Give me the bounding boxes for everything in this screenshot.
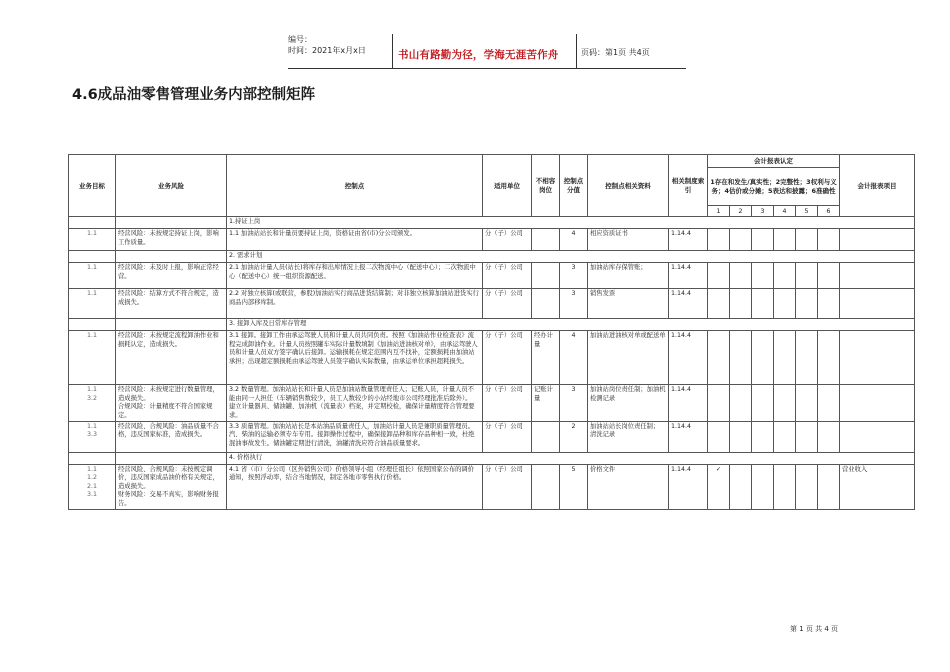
cell-assertion-5 <box>796 229 818 251</box>
cell-assertion-1: ✓ <box>708 465 730 510</box>
cell-docs: 加油站站长岗位责任制； 清洗记录 <box>588 422 669 453</box>
cell-assertion-5 <box>796 385 818 422</box>
section-row <box>69 217 915 229</box>
cell-goal: 1.1 <box>69 229 116 251</box>
cell-assertion-4 <box>774 422 796 453</box>
cell-score: 3 <box>560 289 588 319</box>
assertion-col-5: 5 <box>796 206 818 217</box>
cell-assertion-5 <box>796 331 818 385</box>
cell-assertion-4 <box>774 331 796 385</box>
cell-assertion-3 <box>752 263 774 289</box>
cell-unit: 分（子）公司 <box>483 229 532 251</box>
assertion-col-1: 1 <box>708 206 730 217</box>
section-row <box>69 319 915 331</box>
table-row <box>69 229 915 251</box>
cell-report-item <box>840 229 915 251</box>
cell-score: 3 <box>560 385 588 422</box>
cell-report-item: 营业收入 <box>840 465 915 510</box>
cell-score: 5 <box>560 465 588 510</box>
cell-assertion-3 <box>752 385 774 422</box>
assertion-col-4: 4 <box>774 206 796 217</box>
cell-report-item <box>840 385 915 422</box>
header-page-label: 页码：第1页 共4页 <box>581 48 650 57</box>
cell-assertion-1 <box>708 263 730 289</box>
cell-report-item <box>840 422 915 453</box>
col-header-report-item: 会计报表项目 <box>840 155 915 217</box>
section-row <box>69 453 915 465</box>
cell-score: 3 <box>560 263 588 289</box>
cell-assertion-5 <box>796 263 818 289</box>
page-header <box>288 34 686 74</box>
cell-report-item <box>840 331 915 385</box>
cell-docs: 加油站进油核对单或配送单 <box>588 331 669 385</box>
cell-score: 4 <box>560 229 588 251</box>
cell-index: 1.14.4 <box>669 229 708 251</box>
cell-assertion-3 <box>752 229 774 251</box>
cell-risk: 经营风险：未按规定持证上岗，影响工作质量。 <box>116 229 227 251</box>
cell-docs: 加油站库存保管账； <box>588 263 669 289</box>
cell-assertion-4 <box>774 289 796 319</box>
cell-goal: 1.1 3.3 <box>69 422 116 453</box>
cell-assertion-3 <box>752 465 774 510</box>
cell-assertion-3 <box>752 331 774 385</box>
cell-goal: 1.1 <box>69 289 116 319</box>
cell-goal: 1.1 3.2 <box>69 385 116 422</box>
cell-assertion-2 <box>730 331 752 385</box>
cell-control: 3.2 数量管理。加油站站长和计量人员是加油站数量管理责任人；记账人员，计量人员不能由同一人担任（车辆销售数较少，员工人数较少的小站经地市公司经理批准后除外）。 建立计量器具、储油罐、加油机（流量表）档案，并定期校检，确保计量精度符合管理要求。 <box>227 385 483 422</box>
cell-unit: 分（子）公司 <box>483 263 532 289</box>
cell-assertion-2 <box>730 229 752 251</box>
cell-goal: 1.1 1.2 2.1 3.1 <box>69 465 116 510</box>
cell-docs: 销售发票 <box>588 289 669 319</box>
section-title: 2. 需求计划 <box>227 251 915 263</box>
cell-index: 1.14.4 <box>669 422 708 453</box>
cell-report-item <box>840 263 915 289</box>
col-header-control: 控制点 <box>227 155 483 217</box>
cell-assertion-2 <box>730 289 752 319</box>
cell-goal: 1.1 <box>69 263 116 289</box>
header-divider <box>576 34 577 68</box>
section-spacer <box>69 251 116 263</box>
cell-incompatible <box>532 263 560 289</box>
section-spacer <box>69 319 116 331</box>
cell-assertion-6 <box>818 289 840 319</box>
cell-incompatible <box>532 465 560 510</box>
cell-assertion-6 <box>818 229 840 251</box>
cell-assertion-4 <box>774 465 796 510</box>
assertion-col-3: 3 <box>752 206 774 217</box>
cell-unit: 分（子）公司 <box>483 289 532 319</box>
cell-risk: 经营风险：未按规定进行数量管理，造成损失。 合规风险：计量精度不符合国家规定。 <box>116 385 227 422</box>
header-divider <box>392 34 393 68</box>
cell-score: 4 <box>560 331 588 385</box>
cell-assertion-3 <box>752 422 774 453</box>
cell-assertion-2 <box>730 422 752 453</box>
cell-assertion-1 <box>708 331 730 385</box>
assertion-col-2: 2 <box>730 206 752 217</box>
section-spacer <box>116 251 227 263</box>
table-row <box>69 289 915 319</box>
cell-assertion-5 <box>796 422 818 453</box>
cell-unit: 分（子）公司 <box>483 465 532 510</box>
cell-incompatible: 经办计量 <box>532 331 560 385</box>
table-row <box>69 385 915 422</box>
cell-incompatible <box>532 422 560 453</box>
cell-control: 3.3 质量管理。加油站站长是本站油品质量责任人，加油站计量人员是兼职质量管理员。汽、柴油的运输必须专车专用。接卸操作过程中，确保接卸品种和库存品种相一致，杜绝混油事故发生。储油罐定期进行清洗，油罐清洗应符合油品质量要求。 <box>227 422 483 453</box>
section-title: 3. 接卸入库及日常库存管理 <box>227 319 915 331</box>
section-title: 1.持证上岗 <box>227 217 915 229</box>
document-time-label: 时间：2021年x月x日 <box>288 46 366 55</box>
cell-assertion-1 <box>708 422 730 453</box>
col-header-docs: 控制点相关资料 <box>588 155 669 217</box>
cell-incompatible: 记账计量 <box>532 385 560 422</box>
cell-docs: 加油站岗位责任制；加油机检测记录 <box>588 385 669 422</box>
cell-assertion-1 <box>708 385 730 422</box>
cell-assertion-2 <box>730 465 752 510</box>
cell-assertion-5 <box>796 289 818 319</box>
cell-unit: 分（子）公司 <box>483 385 532 422</box>
cell-docs: 价格文件 <box>588 465 669 510</box>
cell-assertion-2 <box>730 263 752 289</box>
section-spacer <box>69 217 116 229</box>
col-header-score: 控制点分值 <box>560 155 588 217</box>
cell-index: 1.14.4 <box>669 465 708 510</box>
cell-control: 4.1 省（市）分公司（区外销售公司）价格领导小组（经理任组长）依照国家公布的调价通知，按照浮动率，结合当地情况，制定各地市零售执行价格。 <box>227 465 483 510</box>
cell-index: 1.14.4 <box>669 385 708 422</box>
cell-assertion-1 <box>708 229 730 251</box>
table-row <box>69 331 915 385</box>
cell-score: 2 <box>560 422 588 453</box>
cell-assertion-2 <box>730 385 752 422</box>
col-header-incompatible: 不相容岗位 <box>532 155 560 217</box>
cell-assertion-6 <box>818 263 840 289</box>
cell-risk: 经营风险：未按规定流程卸油作业和损耗认定，造成损失。 <box>116 331 227 385</box>
cell-control: 3.1 接卸。接卸工作由承运驾驶人员和计量人员共同负责。按照《加油站作业检查表》流程完成卸油作业。计量人员按照罐车实际计量数填制《加油站进油核对单》，由承运驾驶人员和计量人员双方签字确认后接卸。运输损耗在规定范围内互不找补，定额损耗由加油站承担；出现超定额损耗由承运驾驶人员签字确认实际数量，由承运单位承担超耗损失。 <box>227 331 483 385</box>
section-spacer <box>116 453 227 465</box>
cell-assertion-3 <box>752 289 774 319</box>
cell-index: 1.14.4 <box>669 289 708 319</box>
cell-index: 1.14.4 <box>669 331 708 385</box>
cell-docs: 相应资质证书 <box>588 229 669 251</box>
section-spacer <box>69 453 116 465</box>
cell-report-item <box>840 289 915 319</box>
section-row <box>69 251 915 263</box>
cell-goal: 1.1 <box>69 331 116 385</box>
section-title: 4. 价格执行 <box>227 453 915 465</box>
cell-assertion-1 <box>708 289 730 319</box>
table-row <box>69 422 915 453</box>
cell-unit: 分（子）公司 <box>483 331 532 385</box>
cell-assertion-6 <box>818 465 840 510</box>
cell-assertion-6 <box>818 422 840 453</box>
header-rule <box>288 68 686 69</box>
cell-risk: 经营风险：未及时上报，影响正常经营。 <box>116 263 227 289</box>
cell-assertion-4 <box>774 385 796 422</box>
cell-assertion-5 <box>796 465 818 510</box>
cell-risk: 经营风险、合规风险：未按规定调价，违反国家成品油价格有关规定，造成损失。 财务风险：交易不真实，影响财务报告。 <box>116 465 227 510</box>
cell-index: 1.14.4 <box>669 263 708 289</box>
cell-incompatible <box>532 229 560 251</box>
cell-control: 1.1 加油站站长和计量员要持证上岗，资格证由省(市)分公司颁发。 <box>227 229 483 251</box>
col-header-index: 相关制度索引 <box>669 155 708 217</box>
cell-risk: 经营风险：结算方式不符合规定，造成损失。 <box>116 289 227 319</box>
cell-incompatible <box>532 289 560 319</box>
cell-control: 2.1 加油站计量人员(站长)将库存和出库情况上报二次物流中心（配送中心）；二次物流中心（配送中心）统一组织资源配送。 <box>227 263 483 289</box>
cell-assertion-4 <box>774 263 796 289</box>
section-spacer <box>116 217 227 229</box>
cell-assertion-6 <box>818 331 840 385</box>
assertion-legend: 1存在和发生/真实性；2完整性；3权利与义务；4估价或分摊；5表达和披露；6准确性 <box>708 168 840 206</box>
cell-assertion-4 <box>774 229 796 251</box>
header-motto: 书山有路勤为径，学海无涯苦作舟 <box>398 49 559 61</box>
col-header-assertions: 会计报表认定 <box>708 155 840 168</box>
section-spacer <box>116 319 227 331</box>
control-matrix-table <box>68 154 915 510</box>
col-header-unit: 适用单位 <box>483 155 532 217</box>
col-header-goal: 业务目标 <box>69 155 116 217</box>
table-row <box>69 263 915 289</box>
cell-control: 2.2 对独立核算(或联营，参股)加油站实行商品进货结算制；对非独立核算加油站进货实行商品内部移库制。 <box>227 289 483 319</box>
cell-risk: 经营风险、合规风险：油品质量不合格，违反国家标准，造成损失。 <box>116 422 227 453</box>
table-row <box>69 465 915 510</box>
cell-unit: 分（子）公司 <box>483 422 532 453</box>
col-header-risk: 业务风险 <box>116 155 227 217</box>
page-title: 4.6成品油零售管理业务内部控制矩阵 <box>72 87 316 103</box>
document-number-label: 编号： <box>288 35 312 44</box>
cell-assertion-6 <box>818 385 840 422</box>
page-footer: 第 1 页 共 4 页 <box>790 625 839 633</box>
assertion-col-6: 6 <box>818 206 840 217</box>
